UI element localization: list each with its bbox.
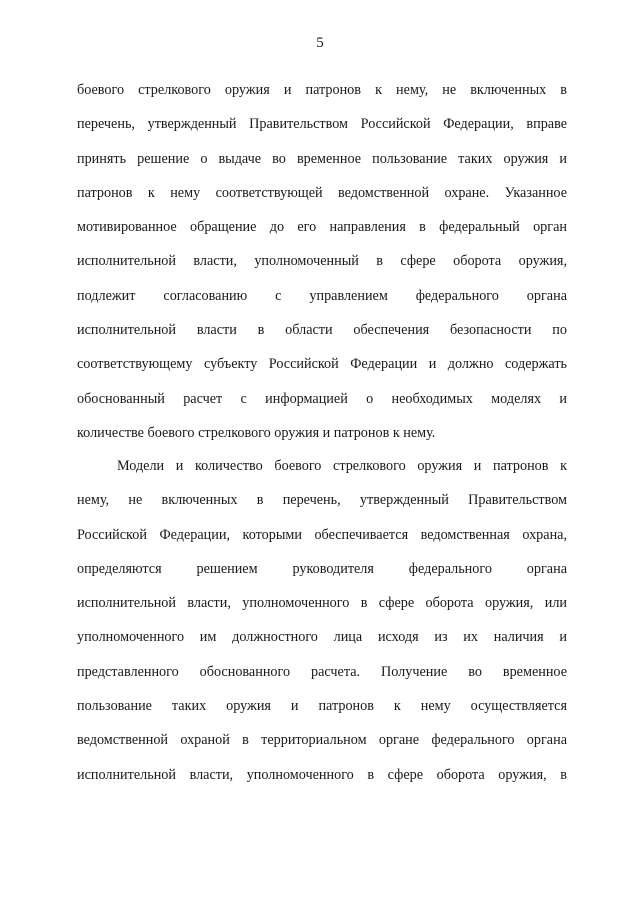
- paragraph-1: [77, 73, 567, 450]
- paragraph-2-line: нему, не включенных в перечень, утвержденный Правительством: [77, 492, 567, 509]
- page-number: 5: [316, 35, 324, 51]
- paragraph-2: [77, 449, 567, 792]
- paragraph-1-line: количестве боевого стрелкового оружия и патронов к нему.: [77, 424, 436, 441]
- paragraph-2-line: исполнительной власти, уполномоченного в сфере оборота оружия, в: [77, 766, 567, 783]
- paragraph-1-line: соответствующему субъекту Российской Федерации и должно содержать: [77, 356, 567, 373]
- paragraph-1-line: подлежит согласованию с управлением федерального органа: [77, 287, 567, 304]
- paragraph-2-line: уполномоченного им должностного лица исходя из их наличия и: [77, 629, 567, 646]
- paragraph-1-line: боевого стрелкового оружия и патронов к нему, не включенных в: [77, 82, 567, 98]
- paragraph-2-line: исполнительной власти, уполномоченного в сфере оборота оружия, или: [77, 595, 567, 612]
- paragraph-2-line: представленного обоснованного расчета. Получение во временное: [77, 663, 567, 680]
- paragraph-1-line: исполнительной власти, уполномоченный в сфере оборота оружия,: [77, 253, 567, 270]
- paragraph-2-line: пользование таких оружия и патронов к нему осуществляется: [77, 698, 567, 715]
- paragraph-1-line: мотивированное обращение до его направления в федеральный орган: [77, 219, 567, 236]
- paragraph-2-line: Российской Федерации, которыми обеспечивается ведомственная охрана,: [77, 526, 567, 543]
- paragraph-1-line: исполнительной власти в области обеспечения безопасности по: [77, 322, 567, 339]
- paragraph-1-line: перечень, утвержденный Правительством Российской Федерации, вправе: [77, 116, 567, 133]
- paragraph-1-line: обоснованный расчет с информацией о необходимых моделях и: [77, 390, 567, 407]
- paragraph-2-line: определяются решением руководителя федерального органа: [77, 560, 567, 577]
- paragraph-1-line: принять решение о выдаче во временное пользование таких оружия и: [77, 150, 567, 167]
- paragraph-2-line: ведомственной охраной в территориальном органе федерального органа: [77, 732, 567, 749]
- paragraph-2-line: Модели и количество боевого стрелкового оружия и патронов к: [117, 458, 567, 474]
- paragraph-1-line: патронов к нему соответствующей ведомственной охране. Указанное: [77, 184, 567, 201]
